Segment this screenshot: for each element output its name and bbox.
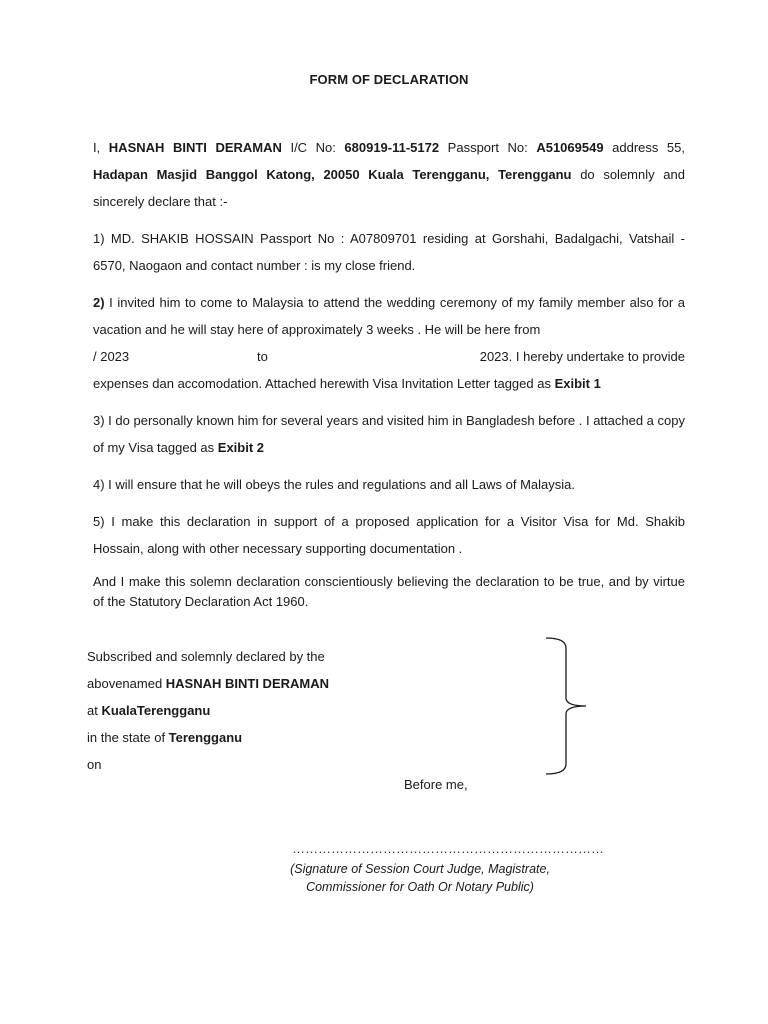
subscribed-line-2 — [87, 670, 387, 697]
declarant-name: HASNAH BINTI DERAMAN — [108, 140, 282, 155]
exhibit-2-label: Exibit 2 — [217, 440, 265, 455]
abovenamed-label: abovenamed — [87, 676, 166, 691]
declaration-body — [93, 134, 685, 622]
exhibit-1-label: Exibit 1 — [554, 376, 601, 391]
ic-label: I/C No: — [290, 140, 336, 155]
page-title: FORM OF DECLARATION — [309, 72, 469, 87]
item-3 — [93, 407, 685, 461]
abovenamed-name: HASNAH BINTI DERAMAN — [165, 676, 329, 691]
subscription-block — [87, 643, 387, 778]
item-4: 4) I will ensure that he will obeys the rules and regulations and all Laws of Malaysia. — [93, 477, 575, 492]
state-name: Terengganu — [168, 730, 243, 745]
solemn-declaration: And I make this solemn declaration conscientiously believing the declaration to be true, and by virtue of the Statutory Declaration Act 1960. — [93, 574, 685, 609]
before-me-label: Before me, — [404, 777, 468, 792]
item-2-tail — [93, 370, 685, 397]
item-1: 1) MD. SHAKIB HOSSAIN Passport No : A07809701 residing at Gorshahi, Badalgachi, Vatshail - 6570, Naogaon and contact number : is my close friend. — [93, 231, 685, 273]
at-label: at — [87, 703, 102, 718]
declarant-closing: do solemnly and sincerely declare that :- — [93, 167, 685, 209]
item-2 — [93, 289, 685, 343]
signature-caption: (Signature of Session Court Judge, Magistrate, Commissioner for Oath Or Notary Public) — [290, 862, 550, 894]
item-2-tail-text: expenses dan accomodation. Attached herewith Visa Invitation Letter tagged as — [93, 376, 555, 391]
subscribed-line-5: on — [87, 757, 102, 772]
subscribed-line-1: Subscribed and solemnly declared by the — [87, 649, 325, 664]
item-2-number: 2) — [93, 295, 105, 310]
right-brace-icon — [540, 636, 590, 778]
place-name: KualaTerengganu — [101, 703, 211, 718]
ic-number: 680919-11-5172 — [344, 140, 440, 155]
signature-line: ……………………………………………………………… — [292, 841, 604, 856]
subscribed-line-4 — [87, 724, 387, 751]
item-3-text: 3) I do personally known him for several years and visited him in Bangladesh before . I attached a copy of my Visa tagged as — [93, 413, 685, 455]
subscribed-line-3 — [87, 697, 387, 724]
item-2-until-date: 2023. I hereby undertake to provide — [479, 349, 685, 364]
address-label: address 55, — [612, 140, 685, 155]
item-2-to-word: to — [257, 349, 268, 364]
declarant-intro: I, — [93, 140, 101, 155]
item-2-text: I invited him to come to Malaysia to attend the wedding ceremony of my family member also for a vacation and he will stay here of approximately 3 weeks . He will be here from — [93, 295, 685, 337]
item-5: 5) I make this declaration in support of a proposed application for a Visitor Visa for Md. Shakib Hossain, along with other necessary supporting documentation . — [93, 514, 685, 556]
declarant-paragraph — [93, 134, 685, 215]
passport-label: Passport No: — [447, 140, 528, 155]
item-2-from-date: / 2023 — [93, 349, 130, 364]
passport-number: A51069549 — [536, 140, 604, 155]
state-label: in the state of — [87, 730, 169, 745]
item-2-dates-row — [93, 343, 685, 370]
declarant-address: Hadapan Masjid Banggol Katong, 20050 Kuala Terengganu, Terengganu — [93, 167, 572, 182]
